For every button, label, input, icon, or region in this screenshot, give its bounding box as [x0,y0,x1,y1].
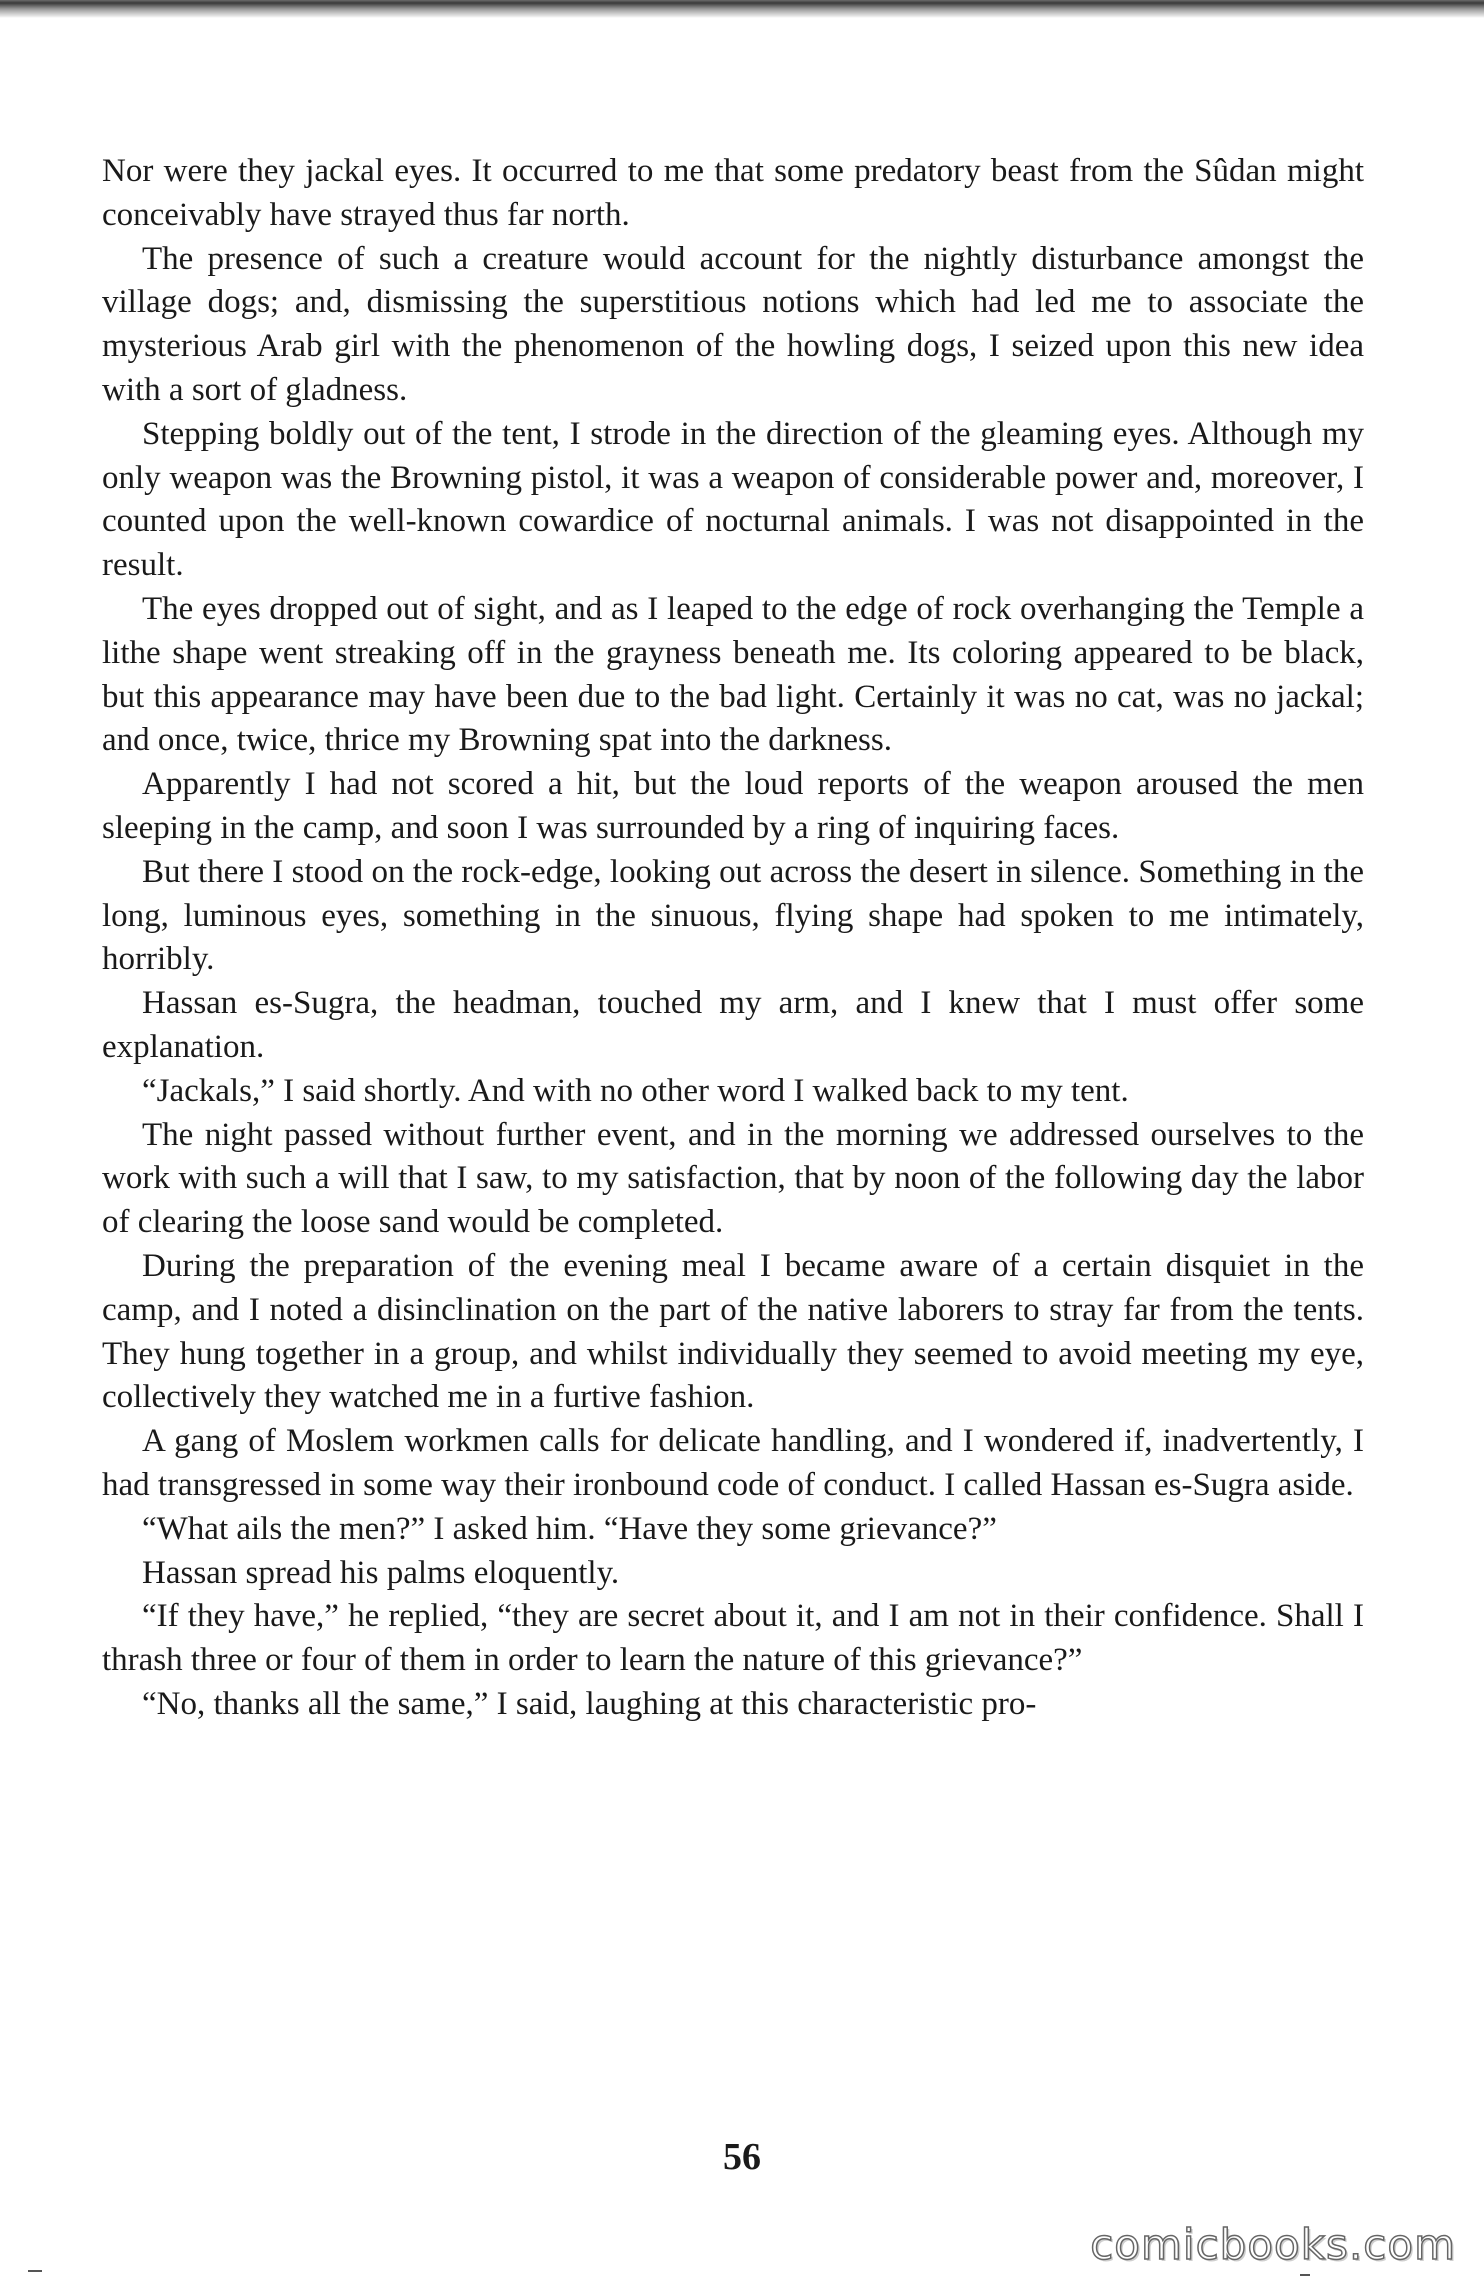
paragraph: But there I stood on the rock-edge, looking out across the desert in silence. Something in the long, luminous eyes, something in the sinuous, flying shape had spoken to me intimately, horribly. [102,853,1364,978]
paragraph: The eyes dropped out of sight, and as I leaped to the edge of rock overhanging the Temple a lithe shape went streaking off in the grayness beneath me. Its coloring appeared to be black, but this appearance may have been due to the bad light. Certainly it was no cat, was no jackal; and once, twice, thrice my Browning spat into the darkness. [102,590,1364,759]
paragraph: Apparently I had not scored a hit, but the loud reports of the weapon aroused the men sleeping in the camp, and soon I was surrounded by a ring of inquiring faces. [102,766,1364,846]
page-number: 56 [723,2136,761,2178]
paragraph: Hassan spread his palms eloquently. [142,1554,620,1591]
paragraph: Nor were they jackal eyes. It occurred to me that some predatory beast from the Sûdan might conceivably have strayed thus far north. [102,153,1364,233]
paragraph: During the preparation of the evening meal I became aware of a certain disquiet in the camp, and I noted a disinclination on the part of the native laborers to stray far from the tents. They hung together in a group, and whilst individually they seemed to avoid meeting my eye, collectively they watched me in a furtive fashion. [102,1247,1364,1416]
scan-speck [1300,2274,1310,2276]
paragraph: A gang of Moslem workmen calls for delicate handling, and I wondered if, inadvertently, I had transgressed in some way their ironbound code of conduct. I called Hassan es-Sugra aside. [102,1423,1364,1503]
paragraph: “No, thanks all the same,” I said, laughing at this characteristic pro- [142,1685,1037,1722]
watermark: comicbooks.com [1090,2220,1456,2269]
paragraph: Hassan es-Sugra, the headman, touched my arm, and I knew that I must offer some explanation. [102,985,1364,1065]
paragraph: Stepping boldly out of the tent, I strode in the direction of the gleaming eyes. Although my only weapon was the Browning pistol, it was a weapon of considerable power and, moreover, I counted upon the well-known cowardice of nocturnal animals. I was not disappointed in the result. [102,415,1364,584]
page-top-edge [0,0,1484,18]
body-text [102,150,1364,1727]
paragraph: The presence of such a creature would account for the nightly disturbance amongst the village dogs; and, dismissing the superstitious notions which had led me to associate the mysterious Arab girl with the phenomenon of the howling dogs, I seized upon this new idea with a sort of gladness. [102,240,1364,408]
paragraph: “What ails the men?” I asked him. “Have they some grievance?” [142,1510,997,1547]
paragraph: The night passed without further event, and in the morning we addressed ourselves to the work with such a will that I saw, to my satisfaction, that by noon of the following day the labor of clearing the loose sand would be completed. [102,1116,1364,1241]
scan-speck [28,2270,42,2272]
paragraph: “If they have,” he replied, “they are secret about it, and I am not in their confidence. Shall I thrash three or four of them in order to learn the nature of this grievance?” [102,1598,1364,1679]
paragraph: “Jackals,” I said shortly. And with no other word I walked back to my tent. [142,1072,1129,1109]
